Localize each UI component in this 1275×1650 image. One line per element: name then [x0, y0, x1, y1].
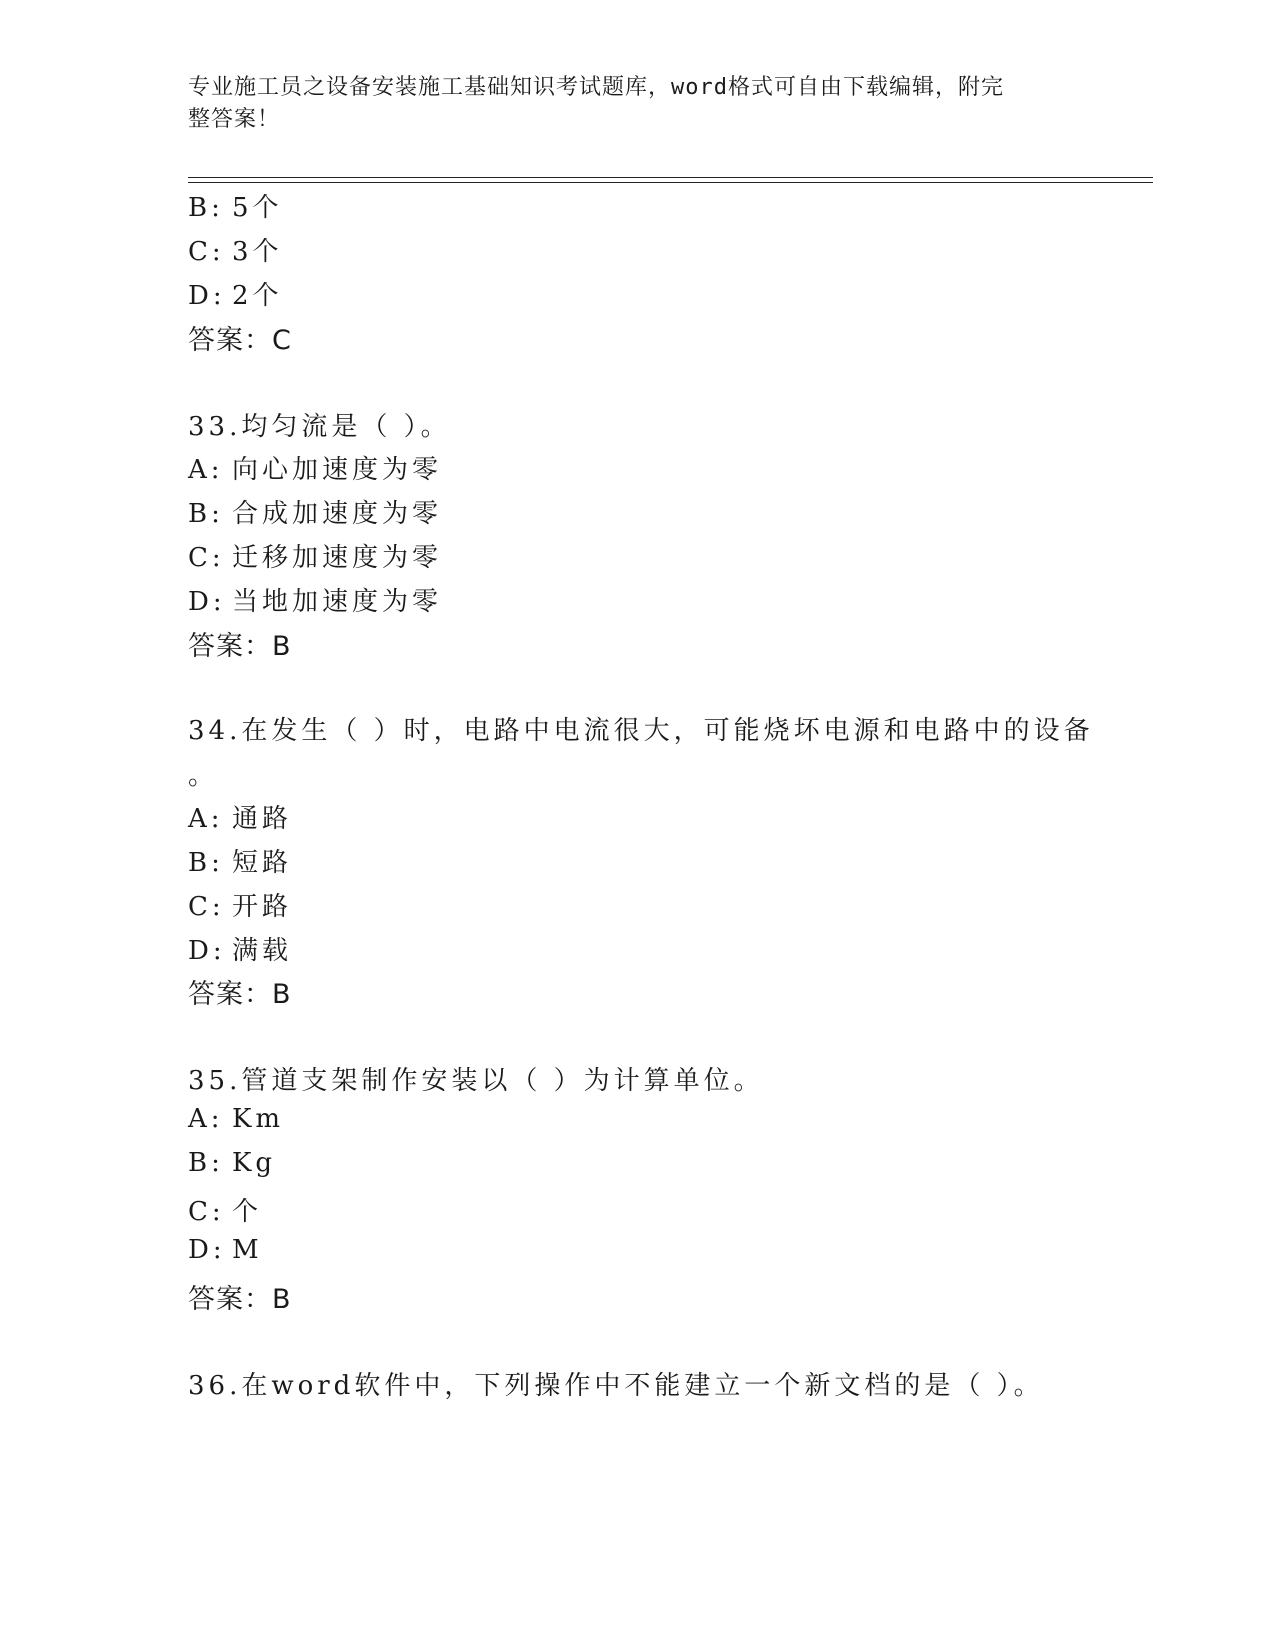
option-c: C: 开路 [188, 892, 293, 922]
header-divider-top [188, 177, 1153, 178]
document-header [188, 72, 1068, 136]
answer-line: 答案：C [188, 325, 292, 356]
question-stem-34-continued: 。 [188, 761, 219, 791]
question-stem-34: 34.在发生（ ）时，电路中电流很大，可能烧坏电源和电路中的设备 [188, 716, 1094, 746]
option-d: D: 2个 [188, 281, 283, 311]
option-b: B: 合成加速度为零 [188, 499, 443, 529]
option-c: C: 个 [188, 1197, 263, 1227]
option-a: A: 通路 [188, 804, 293, 834]
question-stem-35: 35.管道支架制作安装以（ ）为计算单位。 [188, 1066, 764, 1096]
answer-line: 答案：B [188, 631, 292, 662]
header-line-2: 整答案！ [188, 107, 281, 132]
option-d: D: 当地加速度为零 [188, 587, 443, 617]
question-stem-36: 36.在word软件中，下列操作中不能建立一个新文档的是（ ）。 [188, 1371, 1044, 1401]
option-a: A: 向心加速度为零 [188, 455, 443, 485]
answer-line: 答案：B [188, 979, 292, 1010]
answer-line: 答案：B [188, 1284, 292, 1315]
option-b: B: 5个 [188, 193, 283, 223]
option-c: C: 3个 [188, 237, 283, 267]
option-a: A: Km [188, 1104, 285, 1134]
option-c: C: 迁移加速度为零 [188, 543, 443, 573]
option-d: D: 满载 [188, 936, 293, 966]
option-d: D: M [188, 1235, 263, 1265]
option-b: B: Kg [188, 1148, 277, 1178]
option-b: B: 短路 [188, 848, 293, 878]
header-divider-bottom [188, 182, 1153, 183]
header-line-1: 专业施工员之设备安装施工基础知识考试题库，word格式可自由下载编辑，附完 [188, 75, 1004, 100]
question-stem-33: 33.均匀流是（ ）。 [188, 412, 451, 442]
